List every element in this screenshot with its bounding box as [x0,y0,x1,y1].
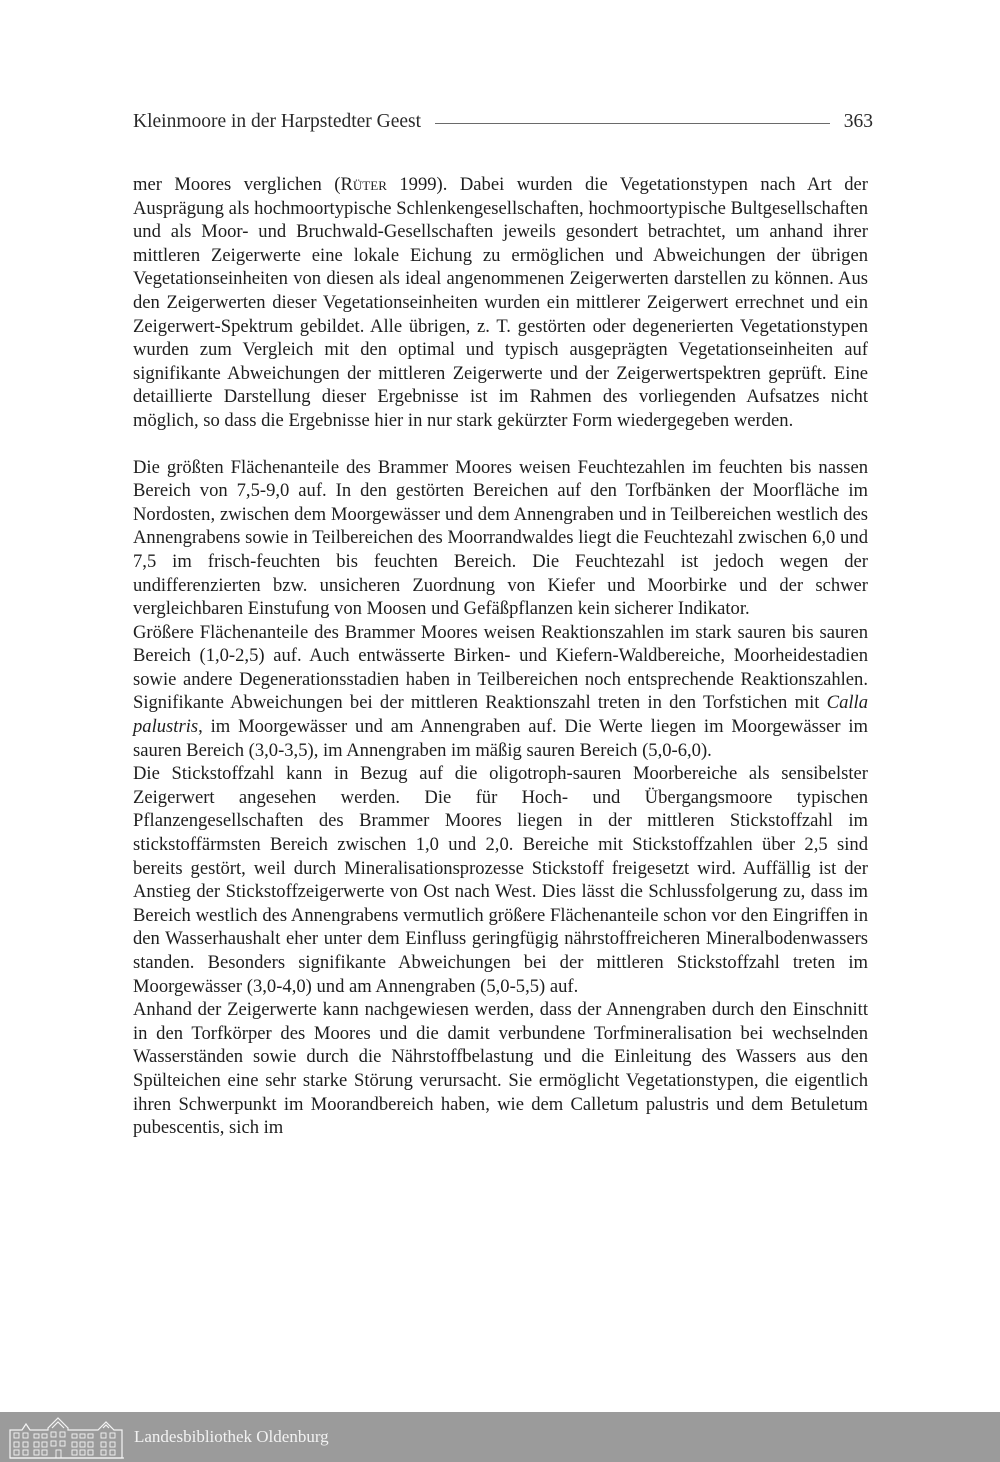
text-segment: 1999). Dabei wurden die Vegetationstypen nach Art der Ausprägung als hochmoortypische Schlenkengesellschaften, hochmoortypische Bultgesellschaften und als Moor- und Bruchwald-Gesellschaften jeweils gesondert betrachtet, um anhand ihrer mittleren Zeigerwerte eine lokale Eichung zu ermöglichen und Abweichungen der übrigen Vegetationseinheiten von diesen als ideal angenommenen Zeigerwerten darstellen zu können. Aus den Zeigerwerten dieser Vegetationseinheiten wurden ein mittlerer Zeigerwert errechnet und ein Zeigerwert-Spektrum gebildet. Alle übrigen, z. T. gestörten oder degenerierten Vegetationstypen wurden zum Vergleich mit den optimal und typisch ausgeprägten Vegetationseinheiten auf signifikante Abweichungen der mittleren Zeigerwerte und der Zeigerwertspektren geprüft. Eine detaillierte Darstellung dieser Ergebnisse ist im Rahmen des vorliegenden Aufsatzes nicht möglich, so dass die Ergebnisse hier in nur stark gekürzter Form wiedergegeben werden. [133,174,868,431]
species-name: Calla palustris [133,692,868,738]
text-segment: mer Moores verglichen ( [133,174,341,195]
paragraph-3 [133,621,868,763]
paragraph-2 [133,456,868,621]
library-name: Landesbibliothek Oldenburg [134,1427,329,1446]
body-text [133,173,868,1140]
text-segment: Größere Flächenanteile des Brammer Moores weisen Reaktionszahlen im stark sauren bis sauren Bereich (1,0-2,5) auf. Auch entwässerte Birken- und Kiefern-Waldbereiche, Moorheidestadien sowie andere Degenerationsstadien haben in Teilbereichen noch entsprechende Reaktionszahlen. Signifikante Abweichungen bei der mittleren Reaktionszahl treten in den Torfstichen mit [133,621,868,714]
footer-bar [0,1412,1000,1462]
running-title: Kleinmoore in der Harpstedter Geest [133,111,422,132]
paragraph-5 [133,998,868,1140]
text-segment: Die größten Flächenanteile des Brammer Moores weisen Feuchtezahlen im feuchten bis nassen Bereich von 7,5-9,0 auf. In den gestörten Bereichen auf den Torfbänken der Moorfläche im Nordosten, zwischen dem Moorgewässer und dem Annengraben und in Teilbereichen westlich des Annengrabens sowie in Teilbereichen des Moorrandwaldes liegt die Feuchtezahl zwischen 6,0 und 7,5 im frisch-feuchten bis feuchten Bereich. Die Feuchtezahl ist jedoch wegen der undifferenzierten bzw. unsicheren Zuordnung von Kiefer und Moorbirke und der schwer vergleichbaren Einstufung von Moosen und Gefäßpflanzen kein sicherer Indikator. [133,456,868,620]
text-segment: , im Moorgewässer und am Annengraben auf. Die Werte liegen im Moorgewässer im sauren Bereich (3,0-3,5), im Annengraben im mäßig sauren Bereich (5,0-6,0). [133,716,868,761]
running-header [133,108,873,136]
paragraph-4 [133,762,868,998]
page-number: 363 [843,111,873,132]
text-segment: Anhand der Zeigerwerte kann nachgewiesen werden, dass der Annengraben durch den Einschnitt in den Torfkörper des Moores und die damit verbundene Torfmineralisation bei wechselnden Wasserständen sowie durch die Nährstoffbelastung und die Einleitung des Wassers aus den Spülteichen eine sehr starke Störung verursacht. Sie ermöglicht Vegetationstypen, die eigentlich ihren Schwerpunkt im Moorandbereich haben, wie dem Calletum palustris und dem Betuletum pubescentis, sich im [133,999,868,1139]
header-rule [435,123,830,124]
author-citation: Rüter [340,174,387,195]
text-segment: Die Stickstoffzahl kann in Bezug auf die oligotroph-sauren Moorbereiche als sensibelster Zeigerwert angesehen werden. Die für Hoch- und Übergangsmoore typischen Pflanzengesellschaften des Brammer Moores liegen in der mittleren Stickstoffzahl im stickstoffärmsten Bereich zwischen 1,0 und 2,0. Bereiche mit Stickstoffzahlen über 2,5 sind bereits gestört, weil durch Mineralisationsprozesse Stickstoff freigesetzt wird. Auffällig ist der Anstieg der Stickstoffzeigerwerte von Ost nach West. Dies lässt die Schlussfolgerung zu, dass im Bereich westlich des Annengrabens vermutlich größere Flächenanteile schon vor den Eingriffen in den Wasserhaushalt eher unter dem Einfluss geringfügig nährstoffreicheren Mineralbodenwassers standen. Besonders signifikante Abweichungen bei der mittleren Stickstoffzahl treten im Moorgewässer (3,0-4,0) und am Annengraben (5,0-5,5) auf. [133,763,868,997]
paragraph-1 [133,173,868,433]
library-building-icon [6,1414,128,1460]
